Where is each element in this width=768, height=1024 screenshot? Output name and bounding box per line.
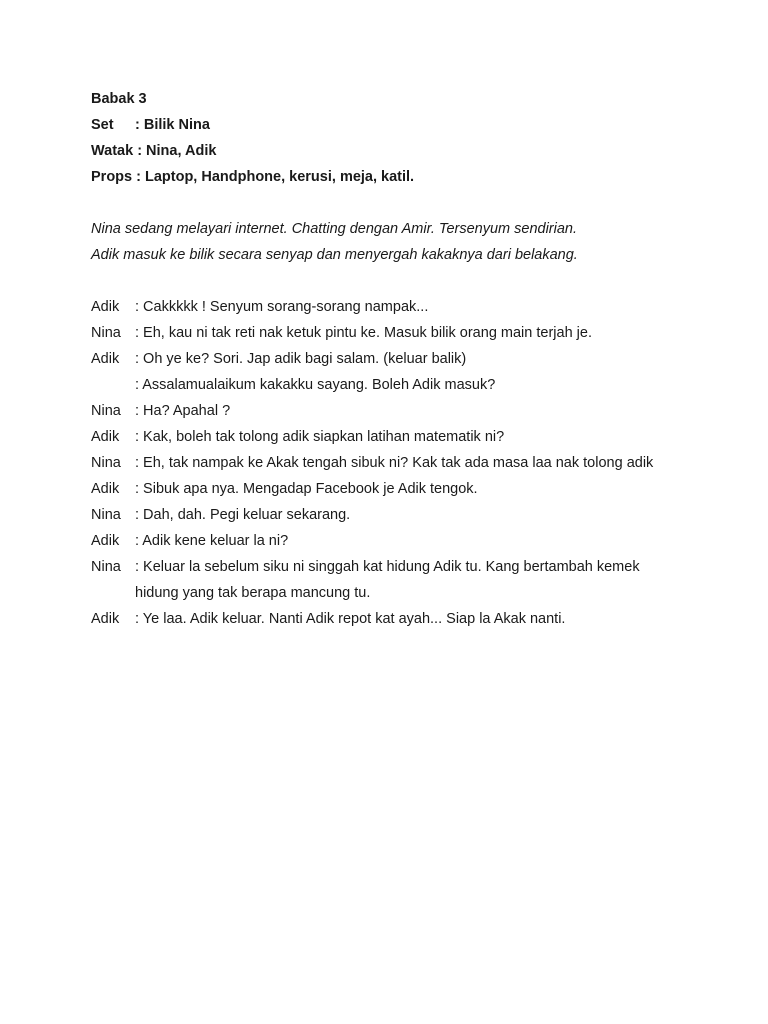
- props-value: : Laptop, Handphone, kerusi, meja, katil.: [136, 169, 415, 185]
- stage-direction: Adik masuk ke bilik secara senyap dan menyergah kakaknya dari belakang.: [91, 247, 578, 263]
- speaker-name: Adik: [91, 351, 120, 367]
- script-page: [91, 86, 711, 632]
- speaker-name: Nina: [91, 507, 121, 523]
- dialogue-line: [91, 502, 711, 528]
- speech-text: : Ye laa. Adik keluar. Nanti Adik repot kat ayah... Siap la Akak nanti.: [135, 611, 566, 627]
- speaker-name: Nina: [91, 325, 121, 341]
- speech-text: : Eh, tak nampak ke Akak tengah sibuk ni? Kak tak ada masa laa nak tolong adik: [135, 455, 654, 471]
- set-line: [91, 112, 711, 138]
- spacer: [91, 268, 711, 294]
- speech-text: : Assalamualaikum kakakku sayang. Boleh Adik masuk?: [135, 377, 496, 393]
- speech-text: : Eh, kau ni tak reti nak ketuk pintu ke. Masuk bilik orang main terjah je.: [135, 325, 592, 341]
- dialogue-line: [91, 580, 711, 606]
- scene-title-text: Babak 3: [91, 91, 147, 107]
- speech-text: : Oh ye ke? Sori. Jap adik bagi salam. (keluar balik): [135, 351, 467, 367]
- speaker-name: Adik: [91, 299, 120, 315]
- set-label: Set: [91, 117, 114, 133]
- speaker-name: Adik: [91, 611, 120, 627]
- dialogue-line: [91, 294, 711, 320]
- speech-text: : Kak, boleh tak tolong adik siapkan latihan matematik ni?: [135, 429, 505, 445]
- speaker-name: Nina: [91, 403, 121, 419]
- dialogue-line: [91, 528, 711, 554]
- dialogue-line: [91, 450, 711, 476]
- speaker-name: [91, 372, 135, 398]
- speech-text: : Adik kene keluar la ni?: [135, 533, 289, 549]
- dialogue-line: [91, 424, 711, 450]
- spacer: [91, 190, 711, 216]
- dialogue-list: [91, 294, 711, 632]
- speech-text: : Ha? Apahal ?: [135, 403, 231, 419]
- watak-label: Watak: [91, 143, 134, 159]
- dialogue-line: [91, 372, 711, 398]
- speaker-name: Adik: [91, 481, 120, 497]
- stage-direction: Nina sedang melayari internet. Chatting dengan Amir. Tersenyum sendirian.: [91, 221, 578, 237]
- dialogue-line: [91, 398, 711, 424]
- watak-line: [91, 138, 711, 164]
- speaker-name: Nina: [91, 559, 121, 575]
- speech-text: : Dah, dah. Pegi keluar sekarang.: [135, 507, 351, 523]
- watak-value: : Nina, Adik: [137, 143, 217, 159]
- speaker-name: Adik: [91, 533, 120, 549]
- speech-text: hidung yang tak berapa mancung tu.: [135, 585, 371, 601]
- set-value: : Bilik Nina: [135, 117, 210, 133]
- dialogue-line: [91, 320, 711, 346]
- props-label: Props: [91, 169, 133, 185]
- speaker-name: Adik: [91, 429, 120, 445]
- props-line: [91, 164, 711, 190]
- dialogue-line: [91, 346, 711, 372]
- speech-text: : Keluar la sebelum siku ni singgah kat hidung Adik tu. Kang bertambah kemek: [135, 559, 640, 575]
- speaker-name: [91, 580, 135, 606]
- dialogue-line: [91, 554, 711, 580]
- speaker-name: Nina: [91, 455, 121, 471]
- speech-text: : Sibuk apa nya. Mengadap Facebook je Adik tengok.: [135, 481, 478, 497]
- scene-title: [91, 86, 711, 112]
- speech-text: : Cakkkkk ! Senyum sorang-sorang nampak...: [135, 299, 429, 315]
- dialogue-line: [91, 476, 711, 502]
- dialogue-line: [91, 606, 711, 632]
